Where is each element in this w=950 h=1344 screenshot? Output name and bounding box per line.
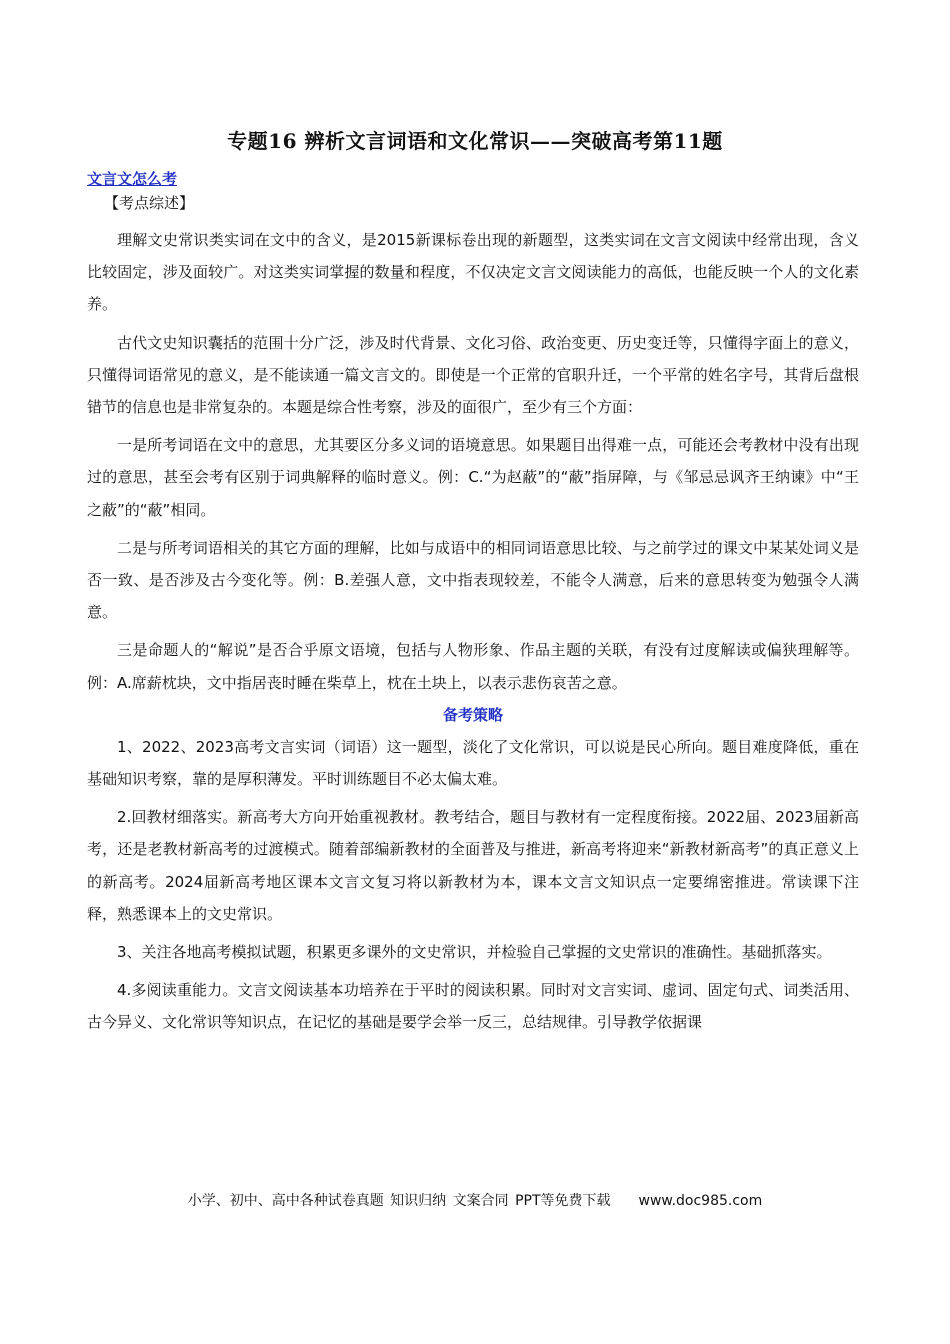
document-body	[87, 224, 859, 1039]
paragraph-intro-1: 理解文史常识类实词在文中的含义，是2015新课标卷出现的新题型，这类实词在文言文阅读中经常出现，含义比较固定，涉及面较广。对这类实词掌握的数量和程度，不仅决定文言文阅读能力的高低，也能反映一个人的文化素养。	[87, 231, 859, 314]
kaodian-heading: 【考点综述】	[104, 194, 195, 212]
document-title: 专题16 辨析文言词语和文化常识——突破高考第11题	[227, 129, 723, 153]
paragraph-strategy-2: 2.回教材细落实。新高考大方向开始重视教材。教考结合，题目与教材有一定程度衔接。2022届、2023届新高考，还是老教材新高考的过渡模式。随着部编新教材的全面普及与推进，新高考将迎来“新教材新高考”的真正意义上的新高考。2024届新高考地区课本文言文复习将以新教材为本，课本文言文知识点一定要绵密推进。常读课下注释，熟悉课本上的文史常识。	[87, 808, 859, 923]
paragraph-intro-3: 一是所考词语在文中的意思，尤其要区分多义词的语境意思。如果题目出得难一点，可能还会考教材中没有出现过的意思，甚至会考有区别于词典解释的临时意义。例：C.“为赵蔽”的“蔽”指屏障，与《邹忌忌讽齐王纳谏》中“王之蔽”的“蔽”相同。	[87, 436, 859, 519]
page-footer	[0, 1190, 950, 1212]
section-link-wenyanwen[interactable]: 文言文怎么考	[87, 170, 178, 188]
footer-url-link[interactable]: www.doc985.com	[638, 1193, 763, 1209]
paragraph-strategy-3: 3、关注各地高考模拟试题，积累更多课外的文史常识，并检验自己掌握的文史常识的准确性。基础抓落实。	[117, 943, 832, 962]
strategy-heading: 备考策略	[442, 705, 503, 724]
footer-text: 小学、初中、高中各种试卷真题 知识归纳 文案合同 PPT等免费下载	[187, 1193, 611, 1209]
paragraph-intro-4: 二是与所考词语相关的其它方面的理解，比如与成语中的相同词语意思比较、与之前学过的课文中某某处词义是否一致、是否涉及古今变化等。例：B.差强人意，文中指表现较差，不能令人满意，后来的意思转变为勉强令人满意。	[87, 538, 859, 622]
paragraph-intro-2: 古代文史知识囊括的范围十分广泛，涉及时代背景、文化习俗、政治变更、历史变迁等，只懂得字面上的意义，只懂得词语常见的意义，是不能读通一篇文言文的。即使是一个正常的官职升迁，一个平常的姓名字号，其背后盘根错节的信息也是非常复杂的。本题是综合性考察，涉及的面很广，至少有三个方面：	[87, 333, 859, 417]
paragraph-strategy-4: 4.多阅读重能力。文言文阅读基本功培养在于平时的阅读积累。同时对文言实词、虚词、固定句式、词类活用、古今异义、文化常识等知识点，在记忆的基础是要学会举一反三，总结规律。引导教学依据课	[87, 981, 859, 1032]
paragraph-intro-5: 三是命题人的“解说”是否合乎原文语境，包括与人物形象、作品主题的关联，有没有过度解读或偏狭理解等。例：A.席薪枕块，文中指居丧时睡在柴草上，枕在土块上，以表示悲伤哀苦之意。	[87, 641, 859, 692]
paragraph-strategy-1: 1、2022、2023高考文言实词（词语）这一题型，淡化了文化常识，可以说是民心所向。题目难度降低，重在基础知识考察，靠的是厚积薄发。平时训练题目不必太偏太难。	[87, 737, 859, 789]
